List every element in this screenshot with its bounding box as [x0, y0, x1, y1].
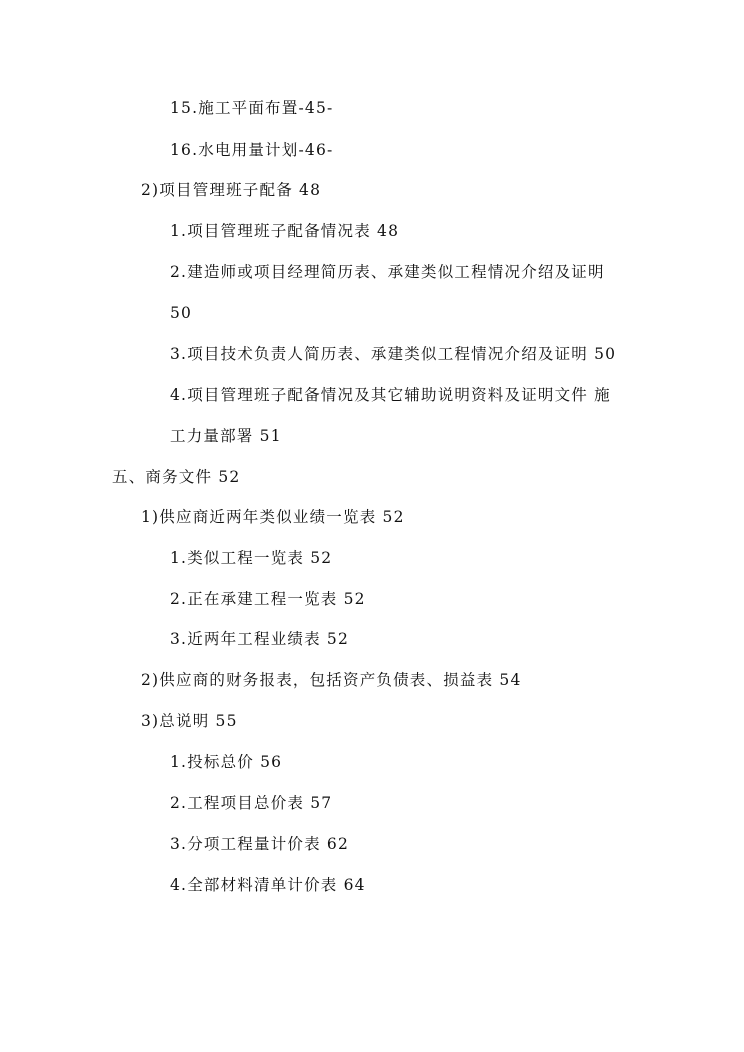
toc-entry-construction-layout: 15.施工平面布置-45-: [170, 99, 334, 117]
toc-entry-tech-lead-resume: 3.项目技术负责人简历表、承建类似工程情况介绍及证明 50: [170, 345, 617, 363]
toc-entry-project-total-table: 2.工程项目总价表 57: [170, 794, 333, 812]
toc-entry-team-table: 1.项目管理班子配备情况表 48: [170, 222, 400, 240]
toc-entry-management-team: 2)项目管理班子配备 48: [141, 181, 322, 199]
toc-entry-manager-resume-page: 50: [170, 304, 193, 322]
toc-entry-supporting-docs-cont: 工力量部署 51: [170, 427, 282, 445]
toc-entry-general-notes: 3)总说明 55: [141, 712, 238, 730]
toc-entry-financial-statements: 2)供应商的财务报表，包括资产负债表、损益表 54: [141, 671, 522, 689]
toc-entry-recent-performance: 3.近两年工程业绩表 52: [170, 630, 350, 648]
toc-entry-utilities-plan: 16.水电用量计划-46-: [170, 141, 334, 159]
toc-entry-itemized-quantities: 3.分项工程量计价表 62: [170, 835, 350, 853]
toc-entry-supporting-docs: 4.项目管理班子配备情况及其它辅助说明资料及证明文件 施: [170, 386, 611, 404]
toc-entry-ongoing-projects: 2.正在承建工程一览表 52: [170, 590, 366, 608]
toc-section-commercial: 五、商务文件 52: [112, 468, 241, 486]
toc-entry-materials-list: 4.全部材料清单计价表 64: [170, 876, 366, 894]
toc-entry-past-performance: 1)供应商近两年类似业绩一览表 52: [141, 508, 405, 526]
toc-entry-similar-projects: 1.类似工程一览表 52: [170, 549, 333, 567]
toc-entry-bid-total: 1.投标总价 56: [170, 753, 283, 771]
toc-entry-manager-resume: 2.建造师或项目经理简历表、承建类似工程情况介绍及证明: [170, 263, 605, 281]
